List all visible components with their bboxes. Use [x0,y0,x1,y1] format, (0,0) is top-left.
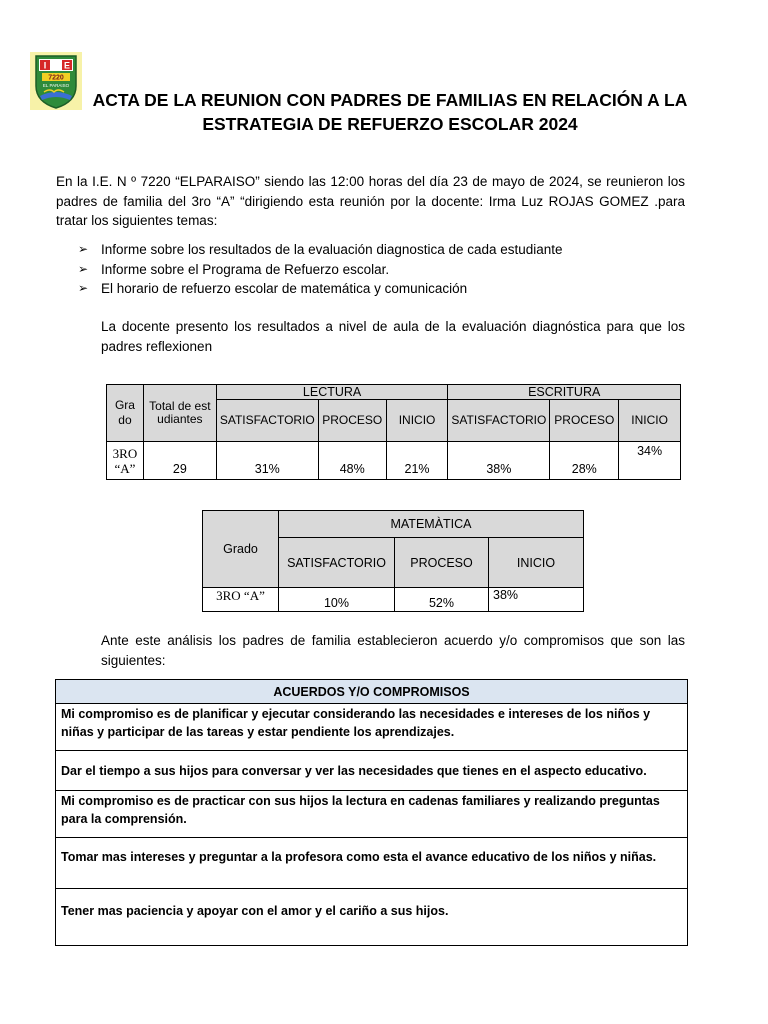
table-row [56,838,688,889]
matematica-header: MATEMÀTICA [279,511,584,538]
table-cell: 28% [550,442,619,480]
table-cell: 10% [279,588,395,612]
topics-list [78,240,698,299]
table-cell: 21% [386,442,448,480]
agreements-header: ACUERDOS Y/O COMPROMISOS [56,680,688,704]
lectura-header: LECTURA [216,385,448,400]
table-cell: 31% [216,442,318,480]
arrow-bullet-icon: ➢ [78,261,89,276]
table-cell: 38% [489,588,584,612]
table-row [203,588,584,612]
grado-header: Grado [203,511,279,588]
table-header-cell: PROCESO [550,400,619,442]
table-row [56,751,688,791]
lectura-escritura-table [106,384,681,480]
title-line-1: ACTA DE LA REUNION CON PADRES DE FAMILIAS EN RELACIÓN A LA [92,90,688,110]
arrow-bullet-icon: ➢ [78,242,89,256]
matematica-table [202,510,584,612]
table-cell: 52% [395,588,489,612]
document-title [60,88,720,136]
table-header-cell: SATISFACTORIO [448,400,550,442]
intro-paragraph: En la I.E. N º 7220 “ELPARAISO” siendo las 12:00 horas del día 23 de mayo de 2024, se reunieron los padres de familia del 3ro “A” “dirigiendo esta reunión por la docente: Irma Luz ROJAS GOMEZ .para tratar los siguientes temas: [56,174,685,228]
table-header-cell: INICIO [619,400,681,442]
table-cell: 48% [318,442,386,480]
table-cell-grado: 3RO “A” [203,588,279,612]
table-cell: 34% [619,442,681,480]
table-cell-grado: 3RO “A” [107,442,144,480]
results-paragraph: La docente presento los resultados a nivel de aula de la evaluación diagnóstica para que los padres reflexionen [101,319,685,354]
list-item: ➢ El horario de refuerzo escolar de matemática y comunicación [78,279,698,299]
table-row [107,442,681,480]
agreements-table [55,679,688,946]
table-header-cell: INICIO [489,538,584,588]
list-item: ➢ Informe sobre los resultados de la evaluación diagnostica de cada estudiante [78,240,698,260]
table-header-cell: INICIO [386,400,448,442]
escritura-header: ESCRITURA [448,385,681,400]
svg-text:I: I [43,60,47,71]
table-header-cell: PROCESO [318,400,386,442]
table-cell: 29 [143,442,216,480]
svg-text:7220: 7220 [48,74,64,82]
agreement-item: Mi compromiso es de practicar con sus hijos la lectura en cadenas familiares y realizando preguntas para la comprensión. [56,791,688,838]
table-row [56,791,688,838]
agreement-item: Mi compromiso es de planificar y ejecutar considerando las necesidades e intereses de los niños y niñas y participar de las tareas y estar pendiente los aprendizajes. [56,704,688,751]
agreement-item: Tener mas paciencia y apoyar con el amor y el cariño a sus hijos. [56,889,688,946]
list-item: ➢ Informe sobre el Programa de Refuerzo escolar. [78,260,698,280]
table-row [56,889,688,946]
title-line-2: ESTRATEGIA DE REFUERZO ESCOLAR 2024 [202,114,578,134]
table-cell: 38% [448,442,550,480]
table-header-cell: SATISFACTORIO [216,400,318,442]
table-row [56,704,688,751]
svg-text:EL PARAISO: EL PARAISO [42,83,70,88]
agreement-item: Tomar mas intereses y preguntar a la profesora como esta el avance educativo de los niños y niñas. [56,838,688,889]
arrow-bullet-icon: ➢ [78,281,89,295]
agreements-intro-paragraph: Ante este análisis los padres de familia establecieron acuerdo y/o compromisos que son las siguientes: [101,633,685,668]
grado-header: Grado [107,385,144,442]
total-header: Total de estudiantes [143,385,216,442]
table-header-cell: PROCESO [395,538,489,588]
agreement-item: Dar el tiempo a sus hijos para conversar y ver las necesidades que tienes en el aspecto educativo. [56,751,688,791]
svg-text:E: E [63,60,71,71]
table-header-cell: SATISFACTORIO [279,538,395,588]
